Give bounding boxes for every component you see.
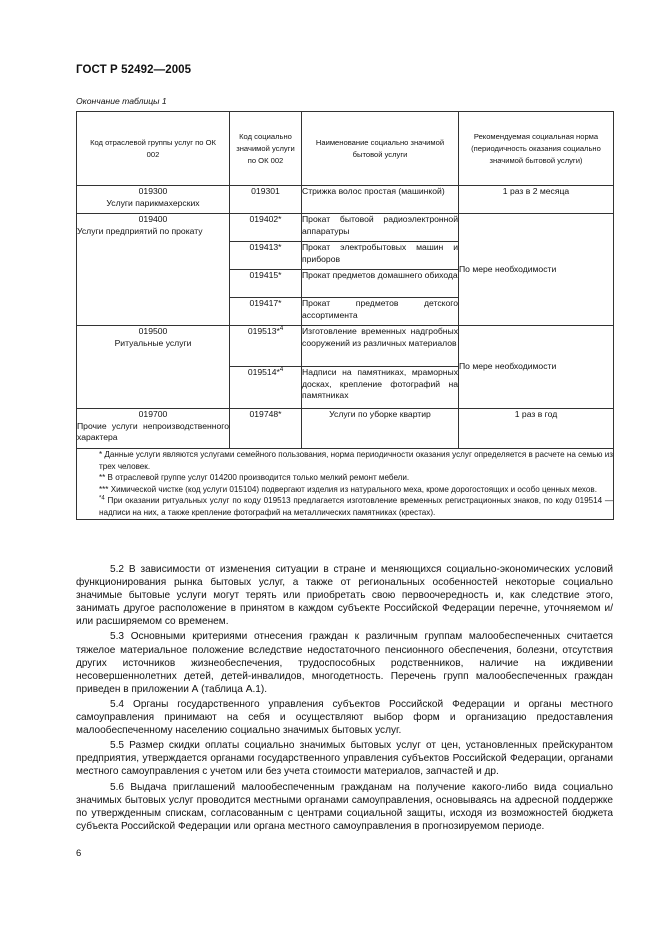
service-code-cell — [230, 367, 302, 409]
service-code: 019402* — [230, 214, 302, 242]
paragraph: 5.6 Выдача приглашений малообеспеченным гражданам на получение какого-либо вида социально значимых бытовых услуг проводится местными органами самоуправления, основываясь на адресной поддержке по утвержденным спискам, согласованным с центрами социальной защиты, исходя из возможностей бюджета субъекта Российской Федерации или органа местного самоуправления в прогнозируемом периоде. — [76, 781, 613, 832]
paragraph: 5.2 В зависимости от изменения ситуации в стране и меняющихся социально-экономических условий функционирования рынка бытовых услуг, а также от региональных особенностей некоторые социально значимые бытовые услуги могут терять или приобретать свою первоочередность и, как следствие этого, занимать другое расположение в принятом в каждом субъекте Российской Федерации перечне, уточняемом и/или расширяемом со временем. — [76, 564, 613, 628]
service-name: Прокат предметов детского ассортимента — [302, 298, 459, 326]
column-header: Код отраслевой группы услуг по ОК 002 — [90, 137, 216, 159]
service-name: Надписи на памятниках, мраморных досках, крепление фотографий на памятниках — [302, 367, 459, 409]
footnote-4 — [77, 495, 613, 518]
service-code: 019415* — [230, 270, 302, 298]
service-name: Прокат предметов домашнего обихода — [302, 270, 459, 298]
service-code: 019513* — [247, 326, 280, 336]
footnote-text: При оказании ритуальных услуг по коду 019513 предлагается изготовление временных регистрационных знаков, по коду 019514 — надписи на них, а также крепление фотографий на металлических памятниках (крестах). — [99, 496, 614, 517]
table-row — [77, 409, 614, 449]
group-cell — [77, 186, 230, 214]
norm-cell: 1 раз в год — [459, 409, 614, 449]
group-name: Услуги предприятий по прокату — [77, 225, 203, 236]
group-name: Услуги парикмахерских — [106, 197, 200, 208]
service-name: Услуги по уборке квартир — [302, 409, 459, 449]
service-code: 019748* — [230, 409, 302, 449]
footnote-mark: *4 — [99, 495, 105, 502]
footnotes-row — [77, 449, 614, 520]
group-code: 019300 — [138, 186, 168, 196]
group-cell — [77, 409, 230, 449]
norm-cell: По мере необходимости — [459, 326, 614, 409]
service-code: 019514* — [247, 367, 280, 377]
service-code-cell — [230, 326, 302, 367]
footnote-mark: 4 — [279, 367, 284, 374]
service-code: 019301 — [230, 186, 302, 214]
column-header: Наименование социально значимой бытовой услуги — [315, 137, 445, 159]
service-name: Стрижка волос простая (машинкой) — [302, 186, 459, 214]
paragraph: 5.4 Органы государственного управления субъектов Российской Федерации и органы местного самоуправления принимают на себя и осуществляют выбор форм и организацию предоставления малообеспеченному населению социально значимых бытовых услуг. — [76, 698, 613, 737]
group-cell — [77, 214, 230, 326]
table-row — [77, 326, 614, 367]
norm-cell: По мере необходимости — [459, 214, 614, 326]
footnote: *** Химической чистке (код услуги 015104) подвергают изделия из натурального меха, кроме дорогостоящих и особо ценных мехов. — [99, 484, 597, 494]
group-code: 019700 — [138, 409, 168, 419]
table-row — [77, 186, 614, 214]
body-text — [76, 563, 613, 835]
paragraph: 5.5 Размер скидки оплаты социально значимых бытовых услуг от цен, установленных прейскурантом предприятия, утверждается органами государственного управления субъектов Российской Федерации, органами местного самоуправления с учетом или без учета стоимости материалов, запчастей и др. — [76, 740, 613, 778]
service-code: 019417* — [230, 298, 302, 326]
service-name: Прокат бытовой радиоэлектронной аппаратуры — [302, 214, 459, 242]
table-caption: Окончание таблицы 1 — [76, 96, 167, 106]
table-row — [77, 214, 614, 242]
group-cell — [77, 326, 230, 409]
service-name: Изготовление временных надгробных сооружений из различных материалов — [302, 326, 459, 367]
page-title: ГОСТ Р 52492—2005 — [76, 64, 192, 76]
footnote-mark: 4 — [279, 326, 284, 333]
norm-cell: 1 раз в 2 месяца — [459, 186, 614, 214]
footnote: ** В отраслевой группе услуг 014200 производится только мелкий ремонт мебели. — [99, 473, 410, 483]
service-name: Прокат электробытовых машин и приборов — [302, 242, 459, 270]
footnote: * Данные услуги являются услугами семейного пользования, норма периодичности оказания услуг определяется в расчете на семью из трех человек. — [99, 450, 613, 471]
column-header: Рекомендуемая социальная норма (периодичность оказания социально значимой бытовой услуги) — [471, 131, 601, 165]
group-name: Прочие услуги непроизводственного характера — [77, 420, 229, 442]
paragraph: 5.3 Основными критериями отнесения граждан к различным группам малообеспеченных считается тяжелое материальное положение вследствие недостаточного пенсионного обеспечения, болезни, отсутствия других источников жизнеобеспечения, трудоспособных родственников, наличие на иждивении несовершеннолетних детей, детей-инвалидов, многодетность. Перечень групп малообеспеченных граждан приведен в приложении А (таблица А.1). — [76, 631, 613, 695]
footnotes — [77, 449, 614, 520]
table-header-row — [77, 112, 614, 186]
column-header: Код социально значимой услуги по ОК 002 — [236, 131, 295, 165]
service-code: 019413* — [230, 242, 302, 270]
group-name: Ритуальные услуги — [114, 337, 192, 348]
services-table — [76, 111, 614, 520]
page-number: 6 — [76, 848, 82, 859]
group-code: 019500 — [138, 326, 168, 336]
group-code: 019400 — [138, 214, 168, 224]
